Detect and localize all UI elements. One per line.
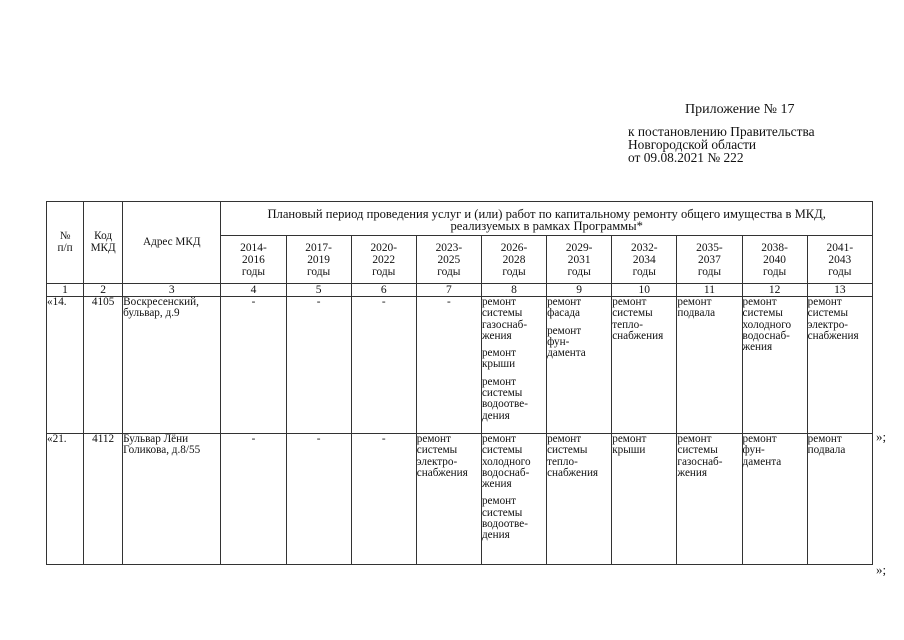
column-number-12: 12 <box>742 284 807 297</box>
work-line: холодного <box>742 318 792 331</box>
empty-period-cell <box>286 297 351 434</box>
empty-period-cell <box>286 434 351 565</box>
work-item <box>612 297 676 342</box>
period-header-line: годы <box>241 266 266 279</box>
work-line: газоснаб- <box>677 455 723 468</box>
period-header-8 <box>677 236 742 284</box>
row-address <box>123 434 221 565</box>
work-line: жения <box>481 329 512 342</box>
work-line: ремонт <box>547 433 582 445</box>
empty-period-cell <box>351 434 416 565</box>
work-line: системы <box>481 387 523 400</box>
work-line: дамента <box>547 347 586 360</box>
work-item <box>482 377 546 422</box>
work-line: снабжения <box>612 329 664 342</box>
work-item <box>677 434 741 479</box>
work-line: жения <box>742 341 773 354</box>
work-line: ремонт <box>612 296 647 308</box>
work-line: водоотве- <box>481 518 528 531</box>
work-line: ремонт <box>612 433 647 445</box>
work-item <box>417 434 481 479</box>
period-header-line: 2017- <box>305 241 332 254</box>
work-line: подвала <box>677 307 716 320</box>
work-line: жения <box>481 478 512 491</box>
period-header-line: 2037 <box>698 253 721 266</box>
work-cell <box>547 434 612 565</box>
table-row <box>47 434 873 565</box>
column-number-7: 7 <box>416 284 481 297</box>
work-line: системы <box>742 307 783 320</box>
period-header-line: 2014- <box>240 241 267 254</box>
work-line: ремонт <box>742 296 777 308</box>
address-line: Голикова, д.8/55 <box>123 444 201 457</box>
period-header-7 <box>612 236 677 284</box>
work-line: дамента <box>742 455 782 468</box>
work-line: ремонт <box>481 375 517 388</box>
work-item <box>482 496 546 541</box>
column-number-11: 11 <box>677 284 742 297</box>
dash-mark <box>287 434 351 445</box>
work-line: тепло- <box>547 455 578 468</box>
period-header-line: годы <box>437 266 461 279</box>
period-header-6 <box>547 236 612 284</box>
period-header-line: годы <box>372 266 396 279</box>
dash-mark <box>417 297 481 308</box>
work-item <box>482 297 546 342</box>
decree-line-2: Новгородской области <box>628 137 757 152</box>
row-address <box>123 297 221 434</box>
period-header-line: 2026- <box>500 241 528 254</box>
empty-period-cell <box>221 434 286 565</box>
work-cell <box>481 434 546 565</box>
address-line: бульвар, д.9 <box>123 307 180 320</box>
column-number-10: 10 <box>612 284 677 297</box>
decree-line-1: к постановлению Правительства <box>628 124 815 139</box>
work-line: ремонт <box>677 433 712 445</box>
period-header-line: 2020- <box>370 241 398 254</box>
capital-repair-table <box>46 201 873 565</box>
work-line: снабжения <box>416 466 468 479</box>
work-line: жения <box>677 466 708 479</box>
period-header-line: 2034 <box>632 253 656 266</box>
work-line: системы <box>547 444 588 457</box>
column-number-1: 1 <box>47 284 84 297</box>
column-number-9: 9 <box>547 284 612 297</box>
work-line: водоснаб- <box>481 466 530 479</box>
dash-mark <box>221 434 285 445</box>
row-mkd-code: 4105 <box>84 297 123 434</box>
period-header-line: 2035- <box>696 241 723 254</box>
period-header-line: 2028 <box>502 253 526 266</box>
period-header-line: 2022 <box>372 253 396 266</box>
column-numbers-row <box>47 284 873 297</box>
work-line: крыши <box>481 358 516 371</box>
work-line: ремонт <box>481 347 517 360</box>
work-line: ремонт <box>677 296 712 308</box>
work-cell <box>547 297 612 434</box>
period-header-line: 2038- <box>761 241 788 254</box>
column-number-2: 2 <box>84 284 123 297</box>
work-cell <box>416 434 481 565</box>
appendix-header <box>628 103 898 164</box>
table-row <box>47 297 873 434</box>
work-line: - <box>251 433 256 445</box>
empty-period-cell <box>416 297 481 434</box>
work-line: - <box>316 433 321 445</box>
work-cell <box>742 434 807 565</box>
work-line: ремонт <box>547 296 582 308</box>
col-header-code: Код МКД <box>84 202 123 284</box>
period-header-line: 2029- <box>565 241 593 254</box>
column-number-5: 5 <box>286 284 351 297</box>
dash-mark <box>221 297 285 308</box>
work-item <box>482 348 546 371</box>
work-cell <box>612 434 677 565</box>
empty-period-cell <box>351 297 416 434</box>
decree-line-3: от 09.08.2021 № 222 <box>628 150 744 165</box>
period-header-line: годы <box>697 266 722 279</box>
appendix-title: Приложение № 17 <box>685 102 795 117</box>
row-number: «14. <box>47 297 84 434</box>
period-header-1 <box>221 236 286 284</box>
row-mkd-code: 4112 <box>84 434 123 565</box>
period-header-line: годы <box>828 266 852 279</box>
work-line: дения <box>481 409 510 422</box>
work-line: системы <box>416 444 458 457</box>
work-line: системы <box>612 307 653 320</box>
empty-period-cell <box>221 297 286 434</box>
work-line: - <box>316 296 321 308</box>
work-line: - <box>381 433 386 445</box>
work-cell <box>807 297 872 434</box>
work-line: ремонт <box>547 324 582 337</box>
work-cell <box>677 434 742 565</box>
work-cell <box>677 297 742 434</box>
work-line: - <box>381 296 386 308</box>
period-header-line: годы <box>632 266 656 279</box>
period-header-line: 2025 <box>437 253 461 266</box>
period-header-line: годы <box>502 266 526 279</box>
work-line: дения <box>481 529 510 542</box>
work-line: снабжения <box>807 329 859 342</box>
col-header-planned-period: Плановый период проведения услуг и (или) работ по капитальному ремонту общего имущества в МКД, реализуемых в рамках Программы* <box>221 202 873 236</box>
work-line: системы <box>481 307 523 320</box>
period-header-line: годы <box>567 266 591 279</box>
work-item <box>547 434 611 479</box>
work-line: водоотве- <box>481 398 528 411</box>
closing-quote-2: »; <box>876 562 887 577</box>
work-line: подвала <box>807 444 846 457</box>
address-line: Воскресенский, <box>123 296 199 308</box>
column-number-13: 13 <box>807 284 872 297</box>
work-item <box>808 434 872 457</box>
work-item <box>547 326 611 360</box>
work-line: крыши <box>612 444 646 457</box>
work-item <box>743 434 807 468</box>
column-number-6: 6 <box>351 284 416 297</box>
period-header-line: 2016 <box>242 253 265 266</box>
period-header-line: 2031 <box>567 253 591 266</box>
work-line: ремонт <box>807 296 842 308</box>
col-header-address: Адрес МКД <box>123 202 221 284</box>
period-header-line: 2019 <box>307 253 330 266</box>
period-header-line: 2023- <box>435 241 463 254</box>
work-line: ремонт <box>481 495 517 508</box>
dash-mark <box>352 434 416 445</box>
work-line: системы <box>677 444 718 457</box>
work-line: ремонт <box>416 433 451 445</box>
table-header-row-1 <box>47 202 873 236</box>
work-line: снабжения <box>547 466 599 479</box>
work-line: фун- <box>547 335 570 348</box>
column-number-4: 4 <box>221 284 286 297</box>
column-number-8: 8 <box>481 284 546 297</box>
work-line: холодного <box>481 455 531 468</box>
work-item <box>482 434 546 490</box>
work-line: фасада <box>547 307 581 320</box>
work-cell <box>481 297 546 434</box>
row-number: «21. <box>47 434 84 565</box>
period-header-line: 2043 <box>828 253 852 266</box>
dash-mark <box>287 297 351 308</box>
work-line: системы <box>807 307 849 320</box>
dash-mark <box>352 297 416 308</box>
period-header-line: 2040 <box>763 253 786 266</box>
address-line: Бульвар Лёни <box>123 433 189 445</box>
closing-quote-1: »; <box>876 429 887 444</box>
work-line: - <box>251 296 256 308</box>
work-line: ремонт <box>481 296 517 308</box>
work-item <box>612 434 676 457</box>
work-cell <box>742 297 807 434</box>
work-item <box>743 297 807 353</box>
work-item <box>677 297 741 320</box>
period-header-10 <box>807 236 872 284</box>
work-cell <box>612 297 677 434</box>
work-line: системы <box>481 506 523 519</box>
work-line: ремонт <box>481 433 517 445</box>
period-header-line: 2041- <box>826 241 854 254</box>
work-line: ремонт <box>807 433 842 445</box>
work-line: тепло- <box>612 318 643 331</box>
work-line: - <box>447 296 451 308</box>
period-header-9 <box>742 236 807 284</box>
period-header-2 <box>286 236 351 284</box>
work-line: фун- <box>742 444 765 457</box>
period-header-3 <box>351 236 416 284</box>
work-line: водоснаб- <box>742 329 790 342</box>
work-item <box>808 297 872 342</box>
work-line: ремонт <box>742 433 777 445</box>
column-number-3: 3 <box>123 284 221 297</box>
work-item <box>547 297 611 320</box>
period-header-4 <box>416 236 481 284</box>
work-line: электро- <box>416 455 458 468</box>
period-header-line: 2032- <box>631 241 658 254</box>
work-cell <box>807 434 872 565</box>
work-line: системы <box>481 444 523 457</box>
work-line: электро- <box>807 318 849 331</box>
period-header-line: годы <box>306 266 331 279</box>
work-line: газоснаб- <box>481 318 528 331</box>
col-header-number: № п/п <box>47 202 84 284</box>
period-header-line: годы <box>762 266 787 279</box>
period-header-5 <box>481 236 546 284</box>
